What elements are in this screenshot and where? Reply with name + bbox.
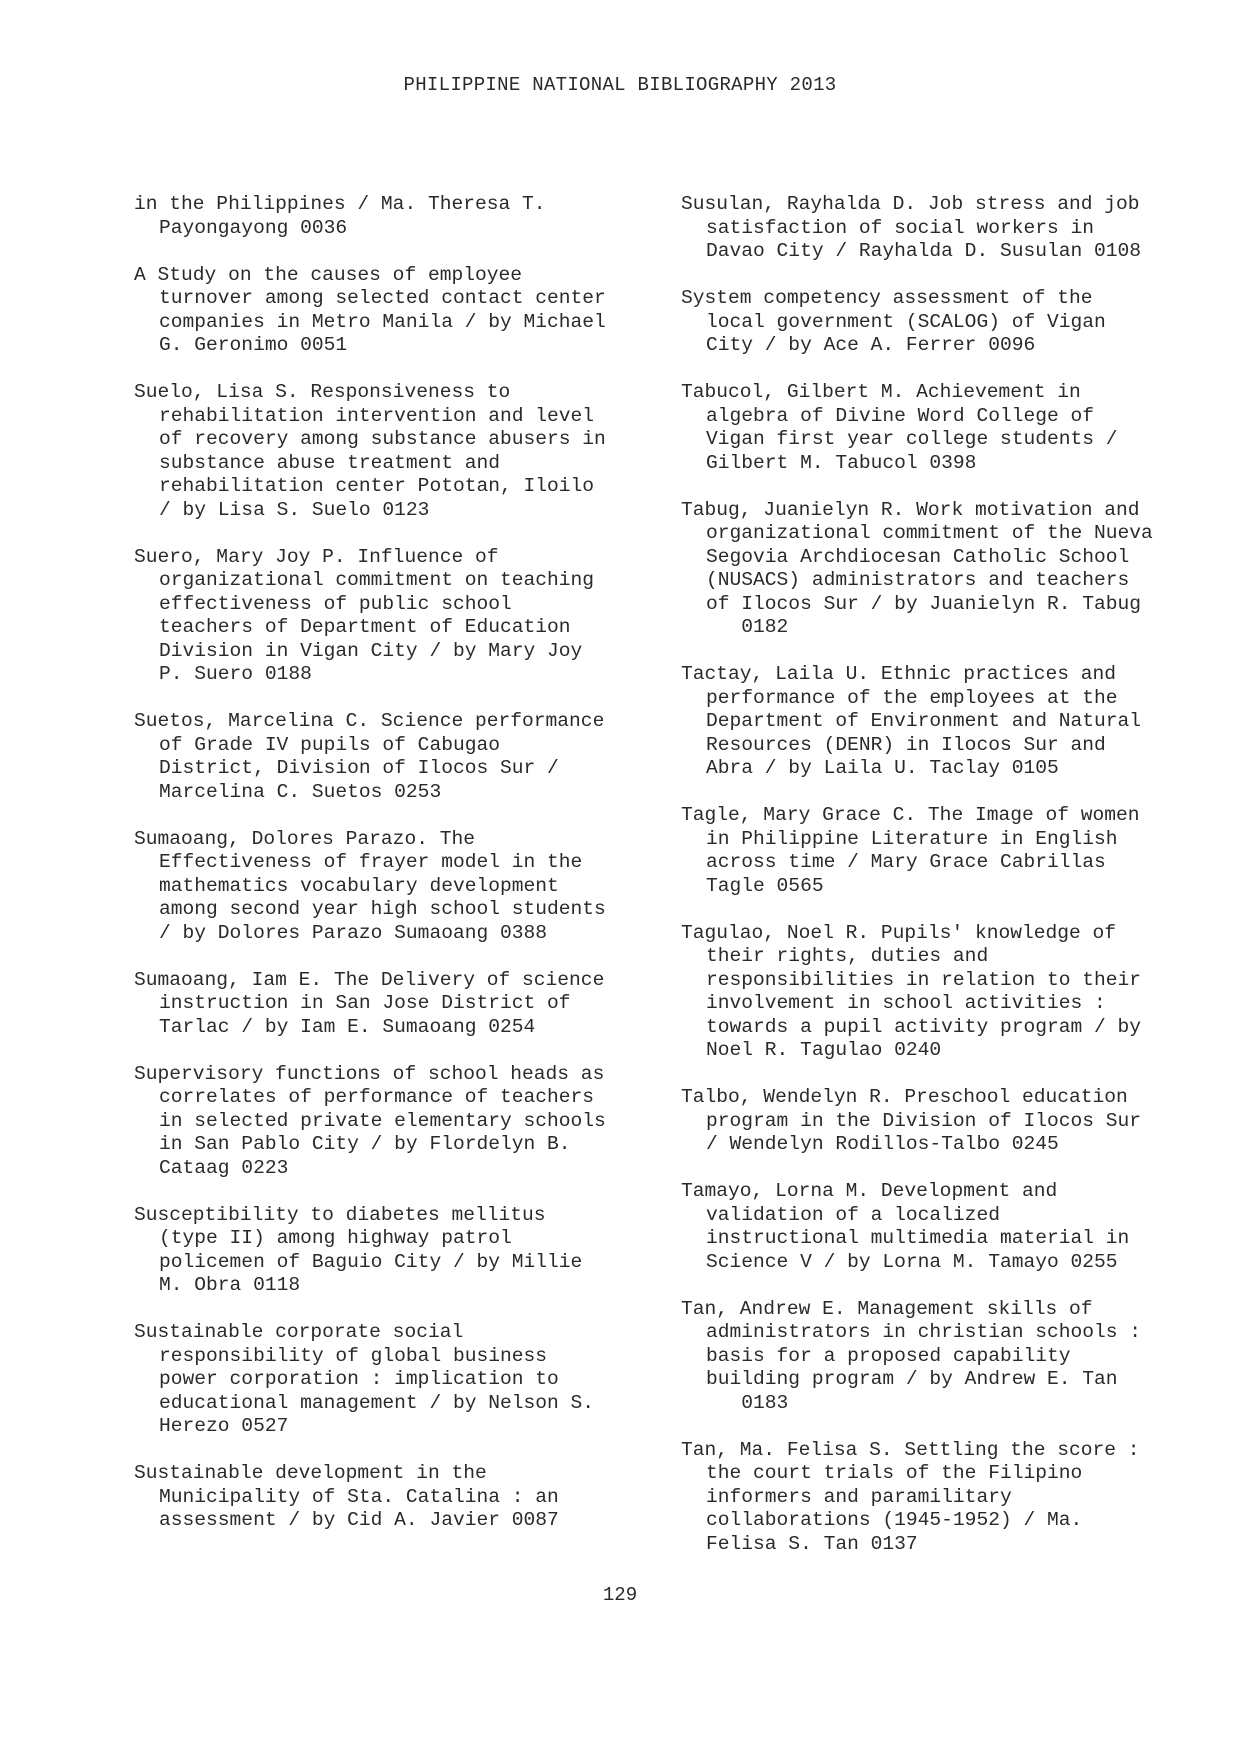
bibliography-entry: Tabug, Juanielyn R. Work motivation and organizational commitment of the Nueva Segovia Archdiocesan Catholic School (NUSACS) administrators and teachers of Ilocos Sur / by Juanielyn R. Tabug 0182 bbox=[681, 498, 1153, 638]
bibliography-entry: Tagulao, Noel R. Pupils' knowledge of their rights, duties and responsibilities in relation to their involvement in school activities : towards a pupil activity program / by Noel R. Tagulao 0240 bbox=[681, 921, 1142, 1061]
bibliography-entry: Tactay, Laila U. Ethnic practices and performance of the employees at the Department of Environment and Natural Resources (DENR) in Ilocos Sur and Abra / by Laila U. Taclay 0105 bbox=[681, 663, 1142, 779]
running-header: PHILIPPINE NATIONAL BIBLIOGRAPHY 2013 bbox=[403, 74, 837, 96]
bibliography-entry: Susulan, Rayhalda D. Job stress and job satisfaction of social workers in Davao City / Rayhalda D. Susulan 0108 bbox=[681, 193, 1142, 262]
bibliography-entry: Sustainable development in the Municipality of Sta. Catalina : an assessment / by Cid A. Javier 0087 bbox=[134, 1462, 559, 1531]
bibliography-entry: Tabucol, Gilbert M. Achievement in algebra of Divine Word College of Vigan first year college students / Gilbert M. Tabucol 0398 bbox=[681, 381, 1118, 474]
bibliography-entry: Tamayo, Lorna M. Development and validation of a localized instructional multimedia material in Science V / by Lorna M. Tamayo 0255 bbox=[681, 1180, 1130, 1273]
bibliography-entry: Tagle, Mary Grace C. The Image of women in Philippine Literature in English across time / Mary Grace Cabrillas Tagle 0565 bbox=[681, 804, 1140, 897]
bibliography-entry: in the Philippines / Ma. Theresa T. Payongayong 0036 bbox=[134, 193, 546, 239]
bibliography-entry: Sumaoang, Dolores Parazo. The Effectiveness of frayer model in the mathematics vocabulary development among second year high school students / by Dolores Parazo Sumaoang 0388 bbox=[134, 827, 606, 944]
left-column bbox=[134, 193, 654, 1556]
bibliography-entry: Suero, Mary Joy P. Influence of organizational commitment on teaching effectiveness of public school teachers of Department of Education Division in Vigan City / by Mary Joy P. Suero 0188 bbox=[134, 545, 595, 685]
bibliography-entry: Tan, Andrew E. Management skills of administrators in christian schools : basis for a proposed capability building program / by Andrew E. Tan 0183 bbox=[681, 1297, 1142, 1414]
bibliography-entry: System competency assessment of the local government (SCALOG) of Vigan City / by Ace A. Ferrer 0096 bbox=[681, 287, 1106, 356]
bibliography-entry: Suetos, Marcelina C. Science performance of Grade IV pupils of Cabugao District, Division of Ilocos Sur / Marcelina C. Suetos 0253 bbox=[134, 710, 605, 803]
right-column bbox=[681, 193, 1201, 1580]
bibliography-entry: Suelo, Lisa S. Responsiveness to rehabilitation intervention and level of recovery among substance abusers in substance abuse treatment and rehabilitation center Pototan, Iloilo / by Lisa S. Suelo 0123 bbox=[134, 381, 606, 521]
bibliography-entry: Tan, Ma. Felisa S. Settling the score : the court trials of the Filipino informers and paramilitary collaborations (1945-1952) / Ma. Felisa S. Tan 0137 bbox=[681, 1438, 1140, 1555]
page-number: 129 bbox=[602, 1584, 638, 1606]
bibliography-entry: Susceptibility to diabetes mellitus (type II) among highway patrol policemen of Baguio City / by Millie M. Obra 0118 bbox=[134, 1203, 583, 1296]
bibliography-entry: Sustainable corporate social responsibility of global business power corporation : implication to educational management / by Nelson S. Herezo 0527 bbox=[134, 1321, 595, 1437]
bibliography-entry: A Study on the causes of employee turnover among selected contact center companies in Metro Manila / by Michael G. Geronimo 0051 bbox=[134, 263, 606, 356]
bibliography-entry: Supervisory functions of school heads as correlates of performance of teachers in selected private elementary schools in San Pablo City / by Flordelyn B. Cataag 0223 bbox=[134, 1062, 606, 1179]
bibliography-entry: Talbo, Wendelyn R. Preschool education program in the Division of Ilocos Sur / Wendelyn Rodillos-Talbo 0245 bbox=[681, 1086, 1142, 1155]
bibliography-entry: Sumaoang, Iam E. The Delivery of science instruction in San Jose District of Tarlac / by Iam E. Sumaoang 0254 bbox=[134, 968, 605, 1038]
